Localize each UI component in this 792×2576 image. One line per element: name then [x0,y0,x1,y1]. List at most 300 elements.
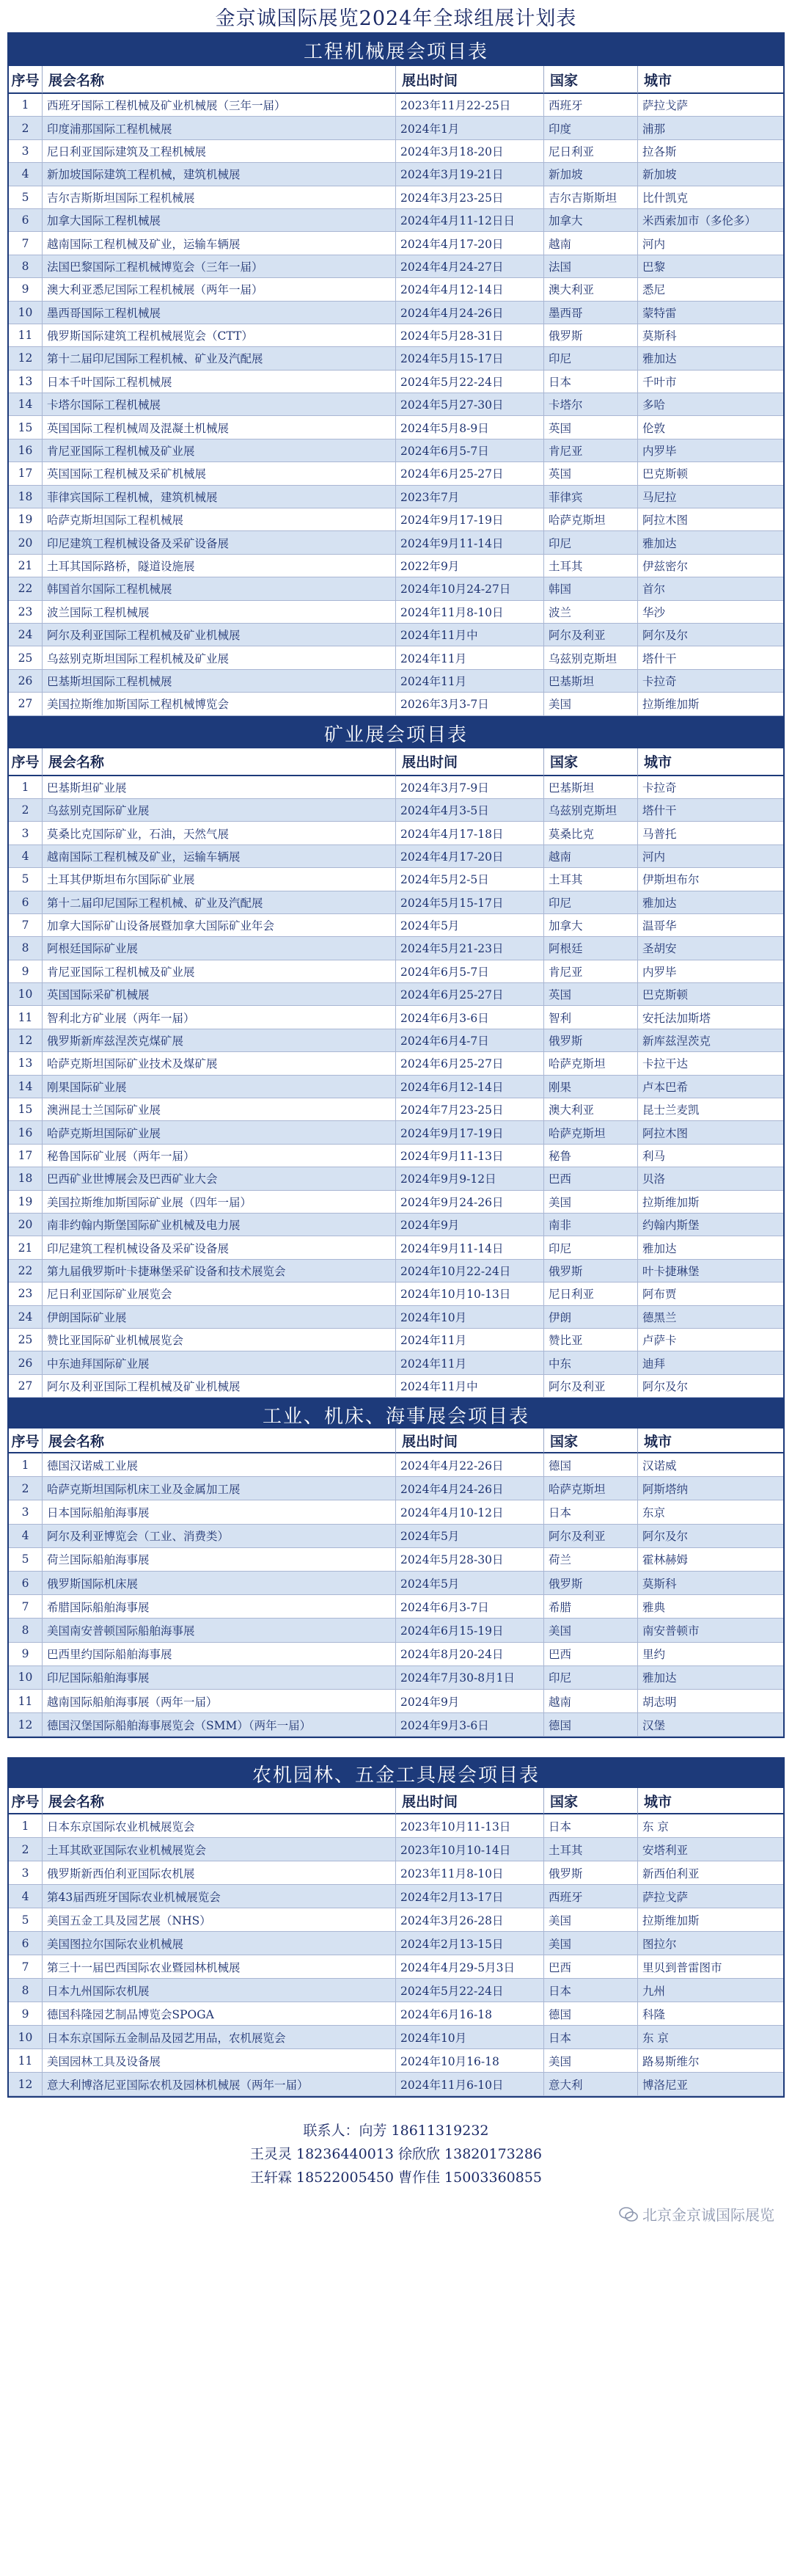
table-cell: 圣胡安 [638,937,783,960]
table-cell: 赞比亚国际矿业机械展览会 [43,1329,396,1351]
table-cell: 6 [9,891,43,914]
table-cell: 荷兰 [544,1548,638,1572]
table-cell: 2024年10月 [396,1306,544,1329]
table-cell: 阿尔及利亚博览会（工业、消费类） [43,1525,396,1548]
table-row [9,983,783,1006]
table-cell: 2024年6月25-27日 [396,1052,544,1075]
section-gap [0,2098,792,2111]
table-cell: 美国 [544,2049,638,2073]
sections-container [0,32,792,2111]
table-cell: 叶卡捷琳堡 [638,1260,783,1282]
table-cell: 中东迪拜国际矿业展 [43,1351,396,1374]
table-cell: 俄罗斯 [544,1572,638,1595]
table-cell: 2024年9月 [396,1214,544,1236]
table-row [9,1548,783,1572]
table-row [9,508,783,531]
table-row [9,601,783,624]
table-cell: 美国园林工具及设备展 [43,2049,396,2073]
table-row [9,1191,783,1214]
table-cell: 卡拉奇 [638,776,783,799]
table-cell: 昆士兰麦凯 [638,1098,783,1121]
table-cell: 越南 [544,1690,638,1713]
table-cell: 日本东京国际五金制品及园艺用品，农机展览会 [43,2026,396,2049]
table-row [9,1260,783,1282]
table-row [9,1453,783,1477]
table-cell: 哈萨克斯坦 [544,1477,638,1500]
table-cell: 19 [9,508,43,531]
table-cell: 2024年5月21-23日 [396,937,544,960]
table-cell: 土耳其 [544,1838,638,1861]
table-cell: 2023年11月8-10日 [396,1861,544,1885]
header-cell: 展出时间 [396,1788,544,1814]
table-cell: 10 [9,1666,43,1690]
table-cell: 雅加达 [638,1666,783,1690]
table-cell: 2024年6月15-19日 [396,1619,544,1642]
contact-line-2: 王灵灵 18236440013 徐欣欣 13820173286 [249,2146,543,2163]
table-cell: 澳大利亚 [544,1098,638,1121]
table-cell: 意大利博洛尼亚国际农机及园林机械展（两年一届） [43,2073,396,2096]
table-cell: 塔什干 [638,646,783,669]
header-cell: 城市 [638,66,783,94]
table-row [9,163,783,186]
table-cell: 4 [9,1885,43,1908]
table-cell: 哈萨克斯坦国际机床工业及金属加工展 [43,1477,396,1500]
table-cell: 英国国际采矿机械展 [43,983,396,1006]
table-cell: 21 [9,1236,43,1259]
table-cell: 2024年5月 [396,914,544,937]
table-cell: 卡拉干达 [638,1052,783,1075]
table-cell: 美国 [544,693,638,715]
table-cell: 东 京 [638,1814,783,1838]
table-cell: 卡拉奇 [638,670,783,693]
table-row [9,324,783,347]
table-row [9,799,783,822]
table-row [9,1955,783,1979]
table-cell: 2024年5月22-24日 [396,371,544,393]
table-cell: 15 [9,1098,43,1121]
table-cell: 18 [9,486,43,508]
table-cell: 17 [9,1145,43,1167]
table-cell: 24 [9,1306,43,1329]
table-row [9,577,783,600]
table-cell: 7 [9,1595,43,1619]
table-cell: 哈萨克斯坦 [544,1121,638,1144]
table-cell: 俄罗斯国际机床展 [43,1572,396,1595]
table-cell: 9 [9,2002,43,2026]
table-cell: 日本 [544,2026,638,2049]
table-row [9,186,783,209]
table-cell: 2024年3月26-28日 [396,1908,544,1932]
table-cell: 蒙特雷 [638,302,783,324]
table-cell: 米西索加市（多伦多） [638,209,783,232]
table-cell: 多哈 [638,393,783,416]
table-cell: 尼日利亚 [544,1282,638,1305]
table-cell: 马尼拉 [638,486,783,508]
table-cell: 新加坡 [638,163,783,186]
table-cell: 雅加达 [638,891,783,914]
table-cell: 德国 [544,1713,638,1737]
table-cell: 22 [9,1260,43,1282]
table-cell: 20 [9,531,43,554]
table-cell: 土耳其国际路桥，隧道设施展 [43,555,396,577]
table-cell: 6 [9,1572,43,1595]
header-cell: 国家 [544,748,638,776]
table-cell: 16 [9,439,43,462]
table-cell: 德国科隆园艺制品博览会SPOGA [43,2002,396,2026]
table-cell: 俄罗斯 [544,1029,638,1052]
header-cell: 展出时间 [396,748,544,776]
table-cell: 西班牙国际工程机械及矿业机械展（三年一届） [43,94,396,117]
table-cell: 韩国 [544,577,638,600]
table-body [9,94,783,716]
table-cell: 美国 [544,1908,638,1932]
table-cell: 美国图拉尔国际农业机械展 [43,1932,396,1955]
table-cell: 美国拉斯维加斯国际矿业展（四年一届） [43,1191,396,1214]
table-row [9,646,783,669]
table-cell: 印度浦那国际工程机械展 [43,117,396,139]
table-row [9,2002,783,2026]
table-body [9,1814,783,2096]
table-cell: 意大利 [544,2073,638,2096]
table-cell: 2024年5月 [396,1525,544,1548]
table-row [9,1167,783,1190]
table-cell: 贝洛 [638,1167,783,1190]
table-cell: 2024年9月9-12日 [396,1167,544,1190]
table-cell: 日本 [544,371,638,393]
contact-line-1: 联系人：向芳 18611319232 [303,2123,489,2139]
table-row [9,140,783,163]
table-cell: 美国 [544,1191,638,1214]
table-cell: 俄罗斯国际建筑工程机械展览会（CTT） [43,324,396,347]
table-cell: 阿尔及利亚 [544,1375,638,1398]
table-cell: 5 [9,1908,43,1932]
table-cell: 英国国际工程机械周及混凝土机械展 [43,416,396,439]
table-cell: 2026年3月3-7日 [396,693,544,715]
table-cell: 俄罗斯新西伯利亚国际农机展 [43,1861,396,1885]
table-row [9,347,783,370]
table-row [9,845,783,868]
contacts-block [7,2111,785,2227]
table-cell: 英国 [544,983,638,1006]
table-cell: 26 [9,670,43,693]
table-cell: 1 [9,94,43,117]
table-cell: 10 [9,302,43,324]
table-cell: 印度 [544,117,638,139]
table-cell: 25 [9,646,43,669]
table-row [9,1932,783,1955]
table-row [9,1525,783,1548]
table-cell: 英国 [544,416,638,439]
table-row [9,1908,783,1932]
table-cell: 肯尼亚国际工程机械及矿业展 [43,439,396,462]
table-row [9,960,783,983]
table-cell: 拉斯维加斯 [638,1908,783,1932]
table-cell: 1 [9,776,43,799]
table-cell: 2024年5月 [396,1572,544,1595]
table-cell: 塔什干 [638,799,783,822]
table-cell: 雅典 [638,1595,783,1619]
table-cell: 2024年4月24-27日 [396,255,544,278]
table-cell: 马普托 [638,822,783,844]
watermark [619,2203,774,2225]
table-row [9,776,783,799]
table-cell: 科隆 [638,2002,783,2026]
table-cell: 美国 [544,1619,638,1642]
section-table [7,718,785,1400]
table-row [9,1076,783,1098]
table-cell: 阿尔及利亚 [544,624,638,646]
table-cell: 法国巴黎国际工程机械博览会（三年一届） [43,255,396,278]
table-cell: 哈萨克斯坦国际矿业展 [43,1121,396,1144]
table-cell: 巴基斯坦国际工程机械展 [43,670,396,693]
table-row [9,486,783,508]
table-row [9,1351,783,1374]
table-cell: 美国南安普顿国际船舶海事展 [43,1619,396,1642]
table-cell: 2024年5月28-30日 [396,1548,544,1572]
table-cell: 2024年6月25-27日 [396,462,544,485]
table-cell: 安托法加斯塔 [638,1006,783,1029]
table-cell: 俄罗斯 [544,1260,638,1282]
table-cell: 25 [9,1329,43,1351]
table-cell: 巴西矿业世博展会及巴西矿业大会 [43,1167,396,1190]
table-cell: 印尼 [544,1666,638,1690]
table-cell: 肯尼亚 [544,439,638,462]
table-cell: 2 [9,1838,43,1861]
table-cell: 2024年10月 [396,2026,544,2049]
header-cell: 序号 [9,1429,43,1453]
table-cell: 菲律宾 [544,486,638,508]
table-cell: 23 [9,1282,43,1305]
table-row [9,670,783,693]
table-cell: 伊斯坦布尔 [638,868,783,891]
table-row [9,1214,783,1236]
table-cell: 英国 [544,462,638,485]
header-cell: 城市 [638,748,783,776]
table-cell: 河内 [638,845,783,868]
table-cell: 7 [9,914,43,937]
table-cell: 2 [9,1477,43,1500]
table-cell: 九州 [638,1979,783,2002]
table-cell: 印尼 [544,347,638,370]
table-row [9,1052,783,1075]
table-row [9,462,783,485]
table-cell: 德国 [544,2002,638,2026]
header-cell: 城市 [638,1788,783,1814]
table-cell: 新加坡 [544,163,638,186]
table-cell: 秘鲁 [544,1145,638,1167]
table-cell: 阿尔及尔 [638,624,783,646]
table-cell: 2024年4月10-12日 [396,1500,544,1524]
table-cell: 2024年5月27-30日 [396,393,544,416]
header-cell: 城市 [638,1429,783,1453]
table-cell: 14 [9,393,43,416]
table-cell: 土耳其 [544,555,638,577]
section-title: 工程机械展会项目表 [9,34,783,66]
table-row [9,209,783,232]
table-cell: 2024年4月11-12日日 [396,209,544,232]
table-cell: 新加坡国际建筑工程机械，建筑机械展 [43,163,396,186]
table-cell: 第43届西班牙国际农业机械展览会 [43,1885,396,1908]
table-cell: 日本 [544,1979,638,2002]
table-cell: 2024年4月17-20日 [396,232,544,255]
table-cell: 尼日利亚 [544,140,638,163]
table-cell: 巴西 [544,1643,638,1666]
table-cell: 3 [9,140,43,163]
table-row [9,1282,783,1305]
table-cell: 2024年7月23-25日 [396,1098,544,1121]
table-cell: 赞比亚 [544,1329,638,1351]
table-cell: 博洛尼亚 [638,2073,783,2096]
table-cell: 美国 [544,1932,638,1955]
table-cell: 约翰内斯堡 [638,1214,783,1236]
table-cell: 智利北方矿业展（两年一届） [43,1006,396,1029]
table-cell: 2024年11月 [396,1351,544,1374]
table-cell: 南安普顿市 [638,1619,783,1642]
table-cell: 12 [9,2073,43,2096]
table-cell: 阿根廷 [544,937,638,960]
page-title: 金京诚国际展览2024年全球组展计划表 [215,7,577,30]
table-row [9,693,783,715]
table-cell: 里贝到普雷图市 [638,1955,783,1979]
table-cell: 美国拉斯维加斯国际工程机械博览会 [43,693,396,715]
section-title: 农机园林、五金工具展会项目表 [9,1759,783,1788]
table-cell: 6 [9,1932,43,1955]
table-cell: 阿斯塔纳 [638,1477,783,1500]
table-cell: 雅加达 [638,531,783,554]
table-cell: 阿拉木图 [638,1121,783,1144]
table-body [9,1453,783,1737]
table-cell: 悉尼 [638,278,783,301]
table-cell: 2024年6月3-6日 [396,1006,544,1029]
table-cell: 尼日利亚国际建筑及工程机械展 [43,140,396,163]
table-cell: 印尼 [544,891,638,914]
table-header [9,1429,783,1453]
table-row [9,531,783,554]
table-cell: 17 [9,462,43,485]
table-cell: 萨拉戈萨 [638,94,783,117]
table-cell: 2024年9月3-6日 [396,1713,544,1737]
table-cell: 东京 [638,1500,783,1524]
table-cell: 土耳其 [544,868,638,891]
table-cell: 哈萨克斯坦国际工程机械展 [43,508,396,531]
table-row [9,117,783,139]
table-cell: 乌兹别克斯坦 [544,646,638,669]
table-cell: 2024年11月中 [396,624,544,646]
table-cell: 13 [9,1052,43,1075]
table-row [9,868,783,891]
table-row [9,1838,783,1861]
table-cell: 12 [9,1029,43,1052]
table-cell: 第三十一届巴西国际农业暨园林机械展 [43,1955,396,1979]
table-cell: 8 [9,937,43,960]
table-cell: 11 [9,1006,43,1029]
table-cell: 印尼 [544,1236,638,1259]
header-cell: 序号 [9,66,43,94]
table-cell: 俄罗斯新库兹涅茨克煤矿展 [43,1029,396,1052]
table-cell: 土耳其欧亚国际农业机械展览会 [43,1838,396,1861]
table-cell: 12 [9,1713,43,1737]
table-header [9,748,783,776]
table-cell: 2024年9月11-13日 [396,1145,544,1167]
table-cell: 2024年4月24-26日 [396,302,544,324]
table-row [9,2049,783,2073]
table-row [9,1861,783,1885]
table-cell: 印尼建筑工程机械设备及采矿设备展 [43,531,396,554]
table-cell: 加拿大国际工程机械展 [43,209,396,232]
table-row [9,255,783,278]
table-cell: 阿尔及利亚国际工程机械及矿业机械展 [43,1375,396,1398]
table-cell: 2024年10月10-13日 [396,1282,544,1305]
table-cell: 图拉尔 [638,1932,783,1955]
table-cell: 华沙 [638,601,783,624]
table-cell: 吉尔吉斯斯坦国际工程机械展 [43,186,396,209]
table-cell: 7 [9,1955,43,1979]
table-row [9,1690,783,1713]
table-cell: 2024年6月12-14日 [396,1076,544,1098]
table-cell: 2024年3月19-21日 [396,163,544,186]
table-cell: 2024年9月11-14日 [396,1236,544,1259]
table-row [9,2073,783,2096]
table-cell: 2024年5月15-17日 [396,891,544,914]
table-cell: 萨拉戈萨 [638,1885,783,1908]
table-row [9,393,783,416]
table-cell: 13 [9,371,43,393]
table-cell: 1 [9,1814,43,1838]
table-row [9,1814,783,1838]
table-cell: 胡志明 [638,1690,783,1713]
table-cell: 加拿大国际矿山设备展暨加拿大国际矿业年会 [43,914,396,937]
table-row [9,1477,783,1500]
table-cell: 2024年6月3-7日 [396,1595,544,1619]
header-cell: 序号 [9,1788,43,1814]
table-cell: 2024年10月22-24日 [396,1260,544,1282]
table-cell: 德黑兰 [638,1306,783,1329]
table-cell: 巴基斯坦矿业展 [43,776,396,799]
table-cell: 墨西哥 [544,302,638,324]
table-cell: 卢萨卡 [638,1329,783,1351]
table-cell: 卢本巴希 [638,1076,783,1098]
table-cell: 土耳其伊斯坦布尔国际矿业展 [43,868,396,891]
header-cell: 国家 [544,1788,638,1814]
table-cell: 2024年9月17-19日 [396,1121,544,1144]
table-cell: 日本 [544,1814,638,1838]
table-cell: 内罗毕 [638,439,783,462]
wechat-logo-icon [619,2207,638,2222]
table-cell: 安塔利亚 [638,1838,783,1861]
table-cell: 雅加达 [638,347,783,370]
table-cell: 2024年9月24-26日 [396,1191,544,1214]
watermark-text: 北京金京诚国际展览 [642,2206,774,2225]
table-cell: 16 [9,1121,43,1144]
table-row [9,1029,783,1052]
table-cell: 秘鲁国际矿业展（两年一届） [43,1145,396,1167]
table-cell: 河内 [638,232,783,255]
table-cell: 汉诺威 [638,1453,783,1477]
table-row [9,94,783,117]
table-cell: 澳大利亚 [544,278,638,301]
table-cell: 2024年2月13-15日 [396,1932,544,1955]
section-title: 工业、机床、海事展会项目表 [9,1401,783,1429]
table-cell: 20 [9,1214,43,1236]
table-row [9,1098,783,1121]
table-cell: 2024年10月16-18 [396,2049,544,2073]
table-cell: 德国汉诺威工业展 [43,1453,396,1477]
table-row [9,1145,783,1167]
table-cell: 希腊 [544,1595,638,1619]
table-cell: 霍林赫姆 [638,1548,783,1572]
header-cell: 展会名称 [43,1429,396,1453]
table-cell: 巴西 [544,1955,638,1979]
